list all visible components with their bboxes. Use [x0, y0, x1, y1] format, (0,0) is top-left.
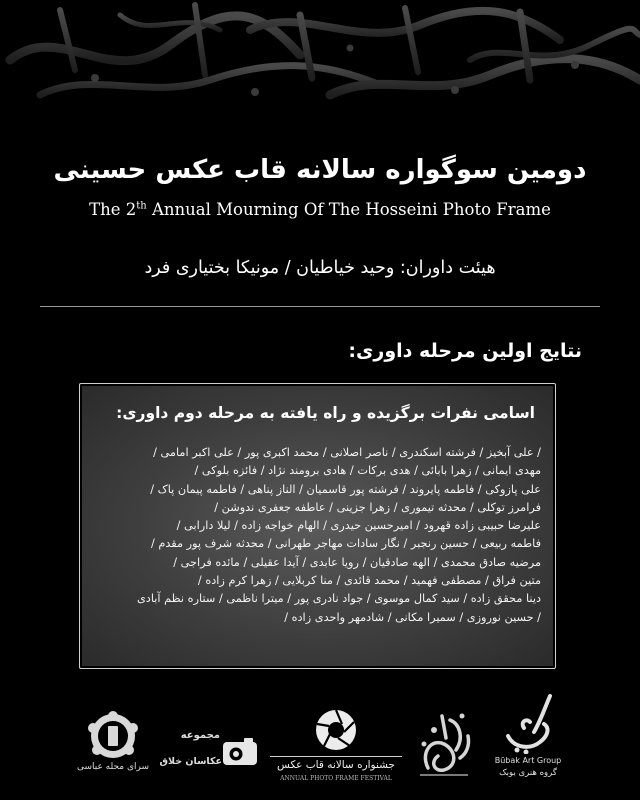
bubak-name-en: Būbak Art Group: [494, 756, 562, 765]
judges-line: هیئت داوران: وحید خیاطیان / مونیکا بختیاری فرد: [144, 258, 496, 278]
calligraphy-logo-icon: [414, 708, 474, 780]
calligraphy-logo: [414, 708, 474, 780]
bubak-logo-icon: [500, 692, 560, 754]
municipality-logo: [78, 708, 148, 778]
collection-logo: [159, 728, 258, 778]
bubak-name-fa: گروه هنری بوبک: [499, 768, 557, 778]
title-english: [0, 200, 640, 219]
title-english-prefix: The 2: [89, 200, 137, 219]
title-persian: دومین سوگواره سالانه قاب عکس حسینی: [53, 155, 587, 185]
collection-name-line2: عکاسان خلاق: [159, 756, 222, 767]
calligraphy-banner: [0, 0, 640, 110]
section-title: نتایج اولین مرحله داوری:: [348, 340, 582, 362]
festival-name-fa: جشنواره سالانه قاب عکس: [276, 759, 396, 771]
camera-icon: [222, 736, 258, 766]
collection-name-line1: مجموعه: [180, 730, 220, 741]
festival-name-en: ANNUAL PHOTO FRAME FESTIVAL: [280, 775, 392, 782]
bubak-logo: [490, 692, 566, 782]
results-box: [79, 383, 556, 669]
results-heading: اسامی نفرات برگزیده و راه یافته به مرحله دوم داوری:: [116, 404, 535, 422]
sponsor-logos: [0, 690, 640, 800]
list-item: مهدی ایمانی / زهرا بابائی / هدی برکات / هادی برومند نژاد / فائزه بلوکی /: [194, 464, 541, 478]
title-english-ordinal: th: [136, 200, 147, 212]
festival-logo: [266, 708, 406, 788]
municipality-name: سرای محله عباسی: [76, 762, 150, 772]
list-item: مرضیه صادق محمدی / الهه صادقیان / رویا عابدی / آیدا عقیلی / مائده فراجی /: [173, 555, 541, 569]
list-item: فرامرز توکلی / محدثه تیموری / زهرا جزینی / عاطفه جعفری ندوشن /: [214, 500, 541, 514]
list-item: / علی آبخیز / فرشته اسکندری / ناصر اصلانی / محمد اکبری پور / علی اکبر امامی /: [153, 446, 541, 459]
list-item: دینا محقق زاده / سید کمال موسوی / جواد نادری پور / میترا ناظمی / ستاره نظم آبادی: [136, 592, 541, 606]
aperture-icon: [314, 708, 358, 752]
list-item: فاطمه ربیعی / حسین رنجبر / نگار سادات مهاجر طهرانی / محدثه شرف پور مقدم /: [150, 537, 541, 551]
list-item: / حسین نوروزی / سمیرا مکانی / شادمهر واحدی زاده /: [284, 610, 541, 624]
list-item: علیرضا حبیبی زاده قهرود / امیرحسین حیدری / الهام خواجه زاده / لیلا دارابی /: [176, 519, 541, 533]
list-item: علی پازوکی / فاطمه پایروند / فرشته پور قاسمیان / الناز پناهی / فاطمه پیمان پاک /: [150, 482, 541, 496]
divider: [40, 306, 600, 307]
festival-rule: [270, 756, 402, 757]
names-list: [92, 444, 541, 627]
list-item: متین فراق / مصطفی فهمید / محمد قائدی / منا کربلایی / زهرا کرم زاده /: [197, 574, 541, 588]
title-english-suffix: Annual Mourning Of The Hosseini Photo Frame: [146, 200, 551, 219]
